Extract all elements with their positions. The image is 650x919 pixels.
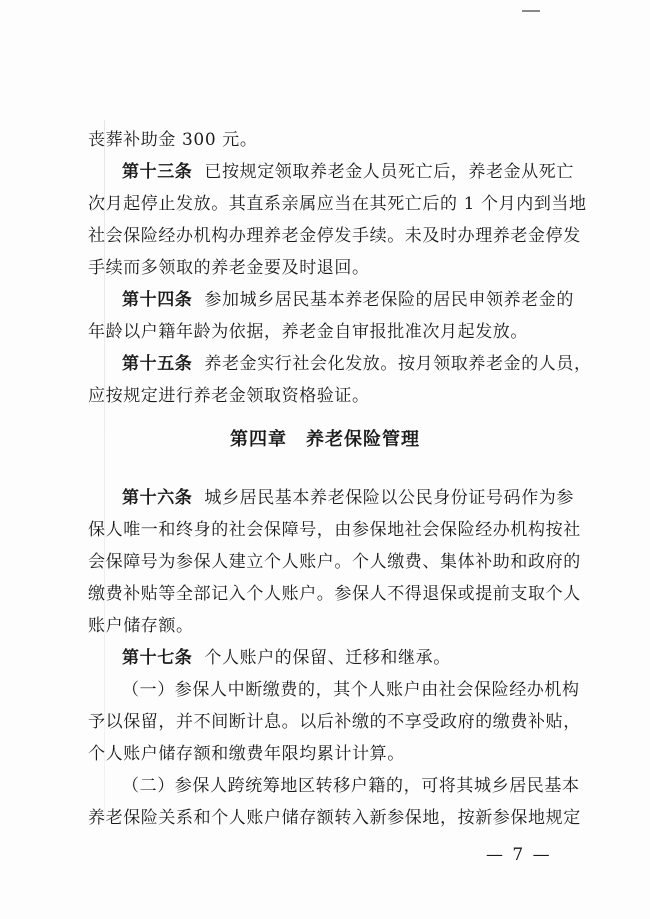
line-text: （一）参保人中断缴费的，其个人账户由社会保险经办机构 bbox=[122, 680, 580, 700]
line-text: 年龄以户籍年龄为依据，养老金自审报批准次月起发放。 bbox=[88, 322, 528, 342]
text-line bbox=[88, 224, 581, 248]
chapter-heading: 第四章 养老保险管理 bbox=[230, 429, 420, 450]
page-number: — 7 — bbox=[486, 845, 552, 865]
text-line bbox=[88, 550, 581, 574]
line-text: 城乡居民基本养老保险以公民身份证号码作为参 bbox=[204, 488, 575, 508]
text-line bbox=[88, 320, 568, 344]
line-text: 保人唯一和终身的社会保障号，由参保地社会保险经办机构按社 bbox=[88, 520, 581, 540]
line-text: 养老金实行社会化发放。按月领取养老金的人员， bbox=[204, 354, 592, 374]
text-line bbox=[88, 384, 568, 408]
article-17 bbox=[122, 646, 568, 670]
line-text: 参加城乡居民基本养老保险的居民申领养老金的 bbox=[204, 290, 575, 310]
line-text: 次月起停止发放。其直系亲属应当在其死亡后的 1 个月内到当地 bbox=[88, 194, 587, 214]
subsection-2 bbox=[122, 774, 580, 798]
article-label: 第十七条 bbox=[122, 648, 193, 668]
line-text: 丧葬补助金 300 元。 bbox=[88, 130, 258, 150]
line-text: （二）参保人跨统筹地区转移户籍的，可将其城乡居民基本 bbox=[122, 776, 580, 796]
article-label: 第十六条 bbox=[122, 488, 193, 508]
scan-mark bbox=[522, 10, 540, 12]
line-text: 个人账户的保留、迁移和继承。 bbox=[204, 648, 451, 668]
text-line bbox=[88, 582, 581, 606]
line-text: 应按规定进行养老金领取资格验证。 bbox=[88, 386, 370, 406]
article-label: 第十五条 bbox=[122, 354, 193, 374]
article-16 bbox=[122, 486, 575, 510]
article-13 bbox=[122, 160, 575, 184]
line-text: 予以保留，并不间断计息。以后补缴的不享受政府的缴费补贴， bbox=[88, 712, 581, 732]
text-line bbox=[88, 742, 568, 766]
article-label: 第十三条 bbox=[122, 162, 193, 182]
text-line bbox=[88, 806, 581, 830]
line-text: 缴费补贴等全部记入个人账户。参保人不得退保或提前支取个人 bbox=[88, 584, 581, 604]
line-text: 账户储存额。 bbox=[88, 616, 194, 636]
line-text: 养老保险关系和个人账户储存额转入新参保地，按新参保地规定 bbox=[88, 808, 581, 828]
text-line bbox=[88, 192, 587, 216]
text-line bbox=[88, 128, 568, 152]
line-text: 已按规定领取养老金人员死亡后，养老金从死亡 bbox=[204, 162, 575, 182]
text-line bbox=[88, 710, 581, 734]
article-14 bbox=[122, 288, 575, 312]
text-line bbox=[88, 256, 568, 280]
line-text: 社会保险经办机构办理养老金停发手续。未及时办理养老金停发 bbox=[88, 226, 581, 246]
text-line bbox=[88, 614, 568, 638]
article-label: 第十四条 bbox=[122, 290, 193, 310]
line-text: 会保障号为参保人建立个人账户。个人缴费、集体补助和政府的 bbox=[88, 552, 581, 572]
subsection-1 bbox=[122, 678, 580, 702]
text-line bbox=[88, 518, 581, 542]
line-text: 个人账户储存额和缴费年限均累计计算。 bbox=[88, 744, 405, 764]
line-text: 手续而多领取的养老金要及时退回。 bbox=[88, 258, 370, 278]
article-15 bbox=[122, 352, 592, 376]
